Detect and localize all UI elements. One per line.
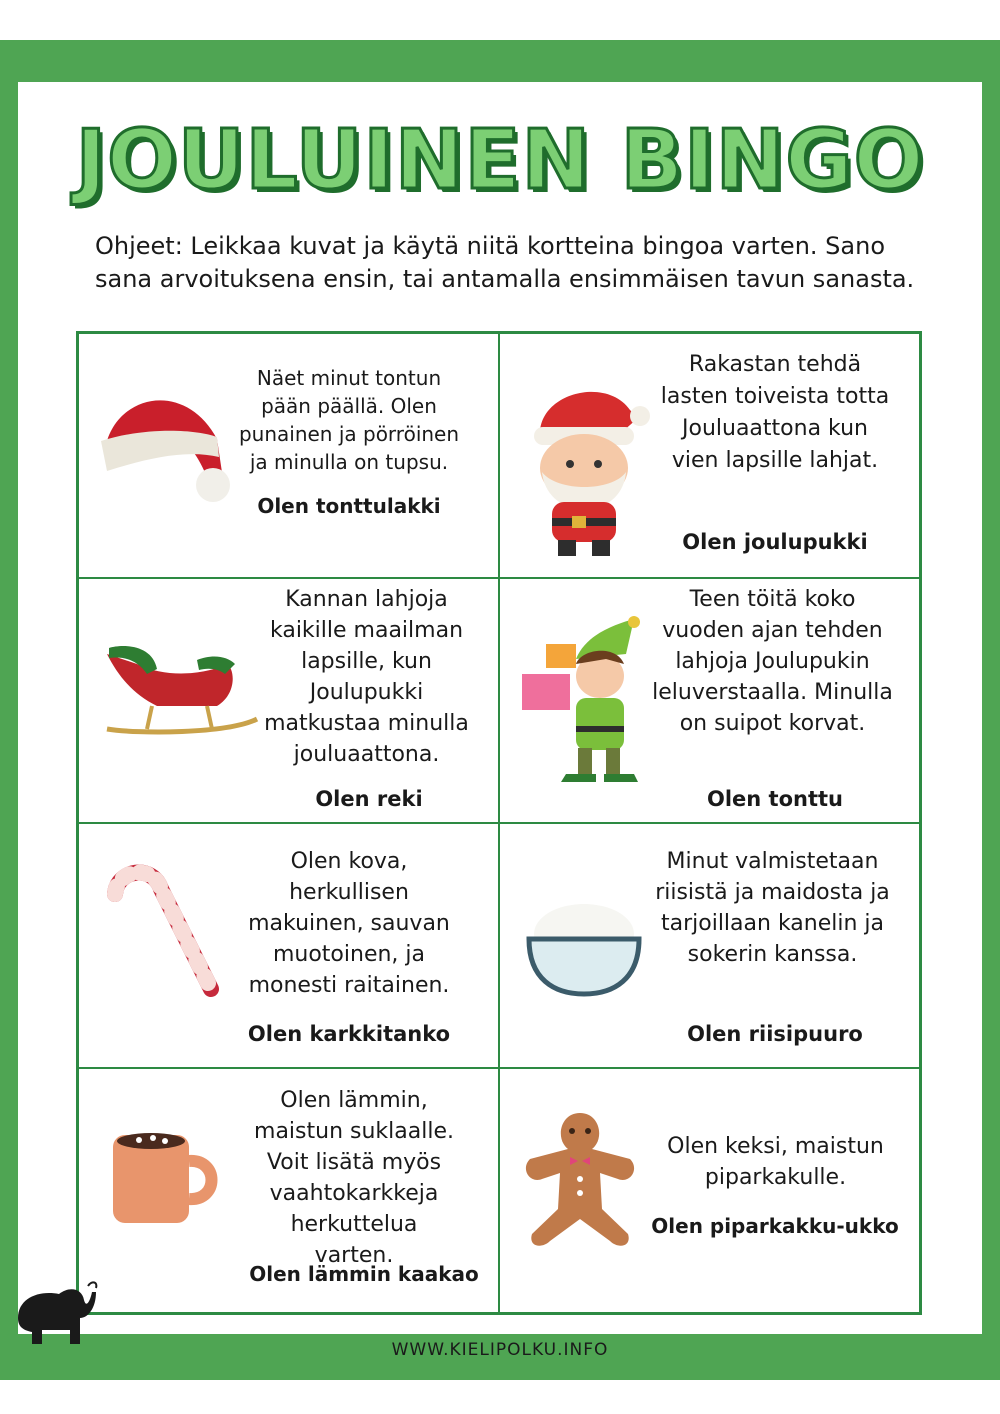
gingerbread-man-icon: [520, 1109, 640, 1253]
instructions: Ohjeet: Leikkaa kuvat ja käytä niitä kortteina bingoa varten. Sano sana arvoituksena ensin, tai antamalla ensimmäisen tavun sanasta.: [95, 232, 915, 293]
card-clue: Rakastan tehdä lasten toiveista totta Jouluaattona kun vien lapsille lahjat.: [660, 352, 890, 473]
card-answer: Olen tonttu: [707, 787, 843, 811]
bingo-card: [499, 333, 920, 578]
elf-icon: [516, 614, 646, 793]
rice-porridge-icon: [524, 894, 644, 1008]
card-answer: Olen karkkitanko: [247, 1022, 451, 1046]
bingo-card: [499, 823, 920, 1068]
card-clue: Olen lämmin, maistun suklaalle. Voit lisätä myös vaahtokarkkeja herkuttelua varten.: [254, 1088, 454, 1268]
card-answer: Olen tonttulakki: [257, 494, 441, 518]
bingo-card: [499, 1068, 920, 1313]
bingo-card: [78, 333, 499, 578]
candy-cane-icon: [103, 864, 223, 1008]
page-title: JOULUINEN BINGO: [75, 113, 925, 208]
santa-hat-icon: [95, 379, 235, 513]
card-clue: Minut valmistetaan riisistä ja maidosta ja tarjoillaan kanelin ja sokerin kanssa.: [655, 849, 890, 967]
bingo-card: [78, 823, 499, 1068]
card-clue: Olen kova, herkullisen makuinen, sauvan muotoinen, ja monesti raitainen.: [248, 849, 450, 998]
card-clue: Olen keksi, maistun piparkakulle.: [667, 1134, 884, 1190]
bingo-card: [78, 578, 499, 823]
bingo-card: [499, 578, 920, 823]
card-answer: Olen lämmin kaakao: [249, 1262, 479, 1286]
sleigh-icon: [97, 634, 262, 748]
card-answer: Olen joulupukki: [682, 530, 868, 554]
card-clue: Näet minut tontun pään päällä. Olen punainen ja pörröinen ja minulla on tupsu.: [238, 366, 460, 474]
santa-claus-icon: [512, 372, 662, 566]
card-answer: Olen riisipuuro: [687, 1022, 863, 1046]
bingo-card: [78, 1068, 499, 1313]
bingo-grid: [76, 331, 922, 1315]
card-answer: Olen piparkakku-ukko: [651, 1214, 899, 1238]
footer-url: WWW.KIELIPOLKU.INFO: [391, 1340, 609, 1360]
cocoa-mug-icon: [109, 1129, 219, 1233]
card-clue: Teen töitä koko vuoden ajan tehden lahjoja Joulupukin leluverstaalla. Minulla on suipot korvat.: [652, 587, 893, 736]
card-clue: Kannan lahjoja kaikille maailman lapsille, kun Joulupukki matkustaa minulla jouluaattona.: [264, 587, 469, 767]
card-answer: Olen reki: [315, 787, 423, 811]
